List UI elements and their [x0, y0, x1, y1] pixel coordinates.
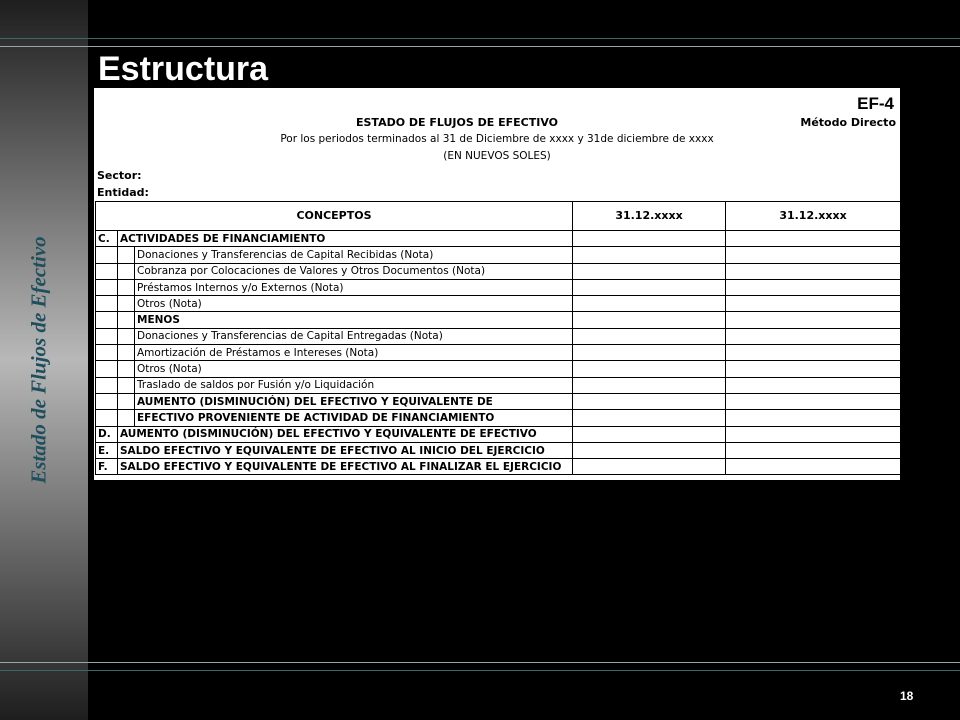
- row-concept: Otros (Nota): [135, 296, 573, 312]
- row-code: C.: [96, 231, 118, 247]
- row-code: [96, 279, 118, 295]
- row-indent: [118, 263, 135, 279]
- row-code: [96, 312, 118, 328]
- top-divider-1: [0, 38, 960, 39]
- row-indent: [118, 361, 135, 377]
- date-header-2: 31.12.xxxx: [726, 202, 901, 231]
- statement-title: ESTADO DE FLUJOS DE EFECTIVO: [355, 116, 558, 129]
- table-row: [96, 442, 901, 458]
- row-value-1[interactable]: [573, 231, 726, 247]
- row-value-2[interactable]: [726, 442, 901, 458]
- row-concept: AUMENTO (DISMINUCIÓN) DEL EFECTIVO Y EQUIVALENTE DE: [135, 393, 573, 409]
- row-value-1[interactable]: [573, 377, 726, 393]
- row-value-1[interactable]: [573, 426, 726, 442]
- table-row: [96, 296, 901, 312]
- row-value-2[interactable]: [726, 410, 901, 426]
- row-concept: Otros (Nota): [135, 361, 573, 377]
- bottom-divider-1: [0, 662, 960, 663]
- table-row: [96, 459, 901, 475]
- row-code: [96, 328, 118, 344]
- row-code: D.: [96, 426, 118, 442]
- row-concept: AUMENTO (DISMINUCIÓN) DEL EFECTIVO Y EQUIVALENTE DE EFECTIVO: [118, 426, 573, 442]
- row-indent: [118, 410, 135, 426]
- row-value-2[interactable]: [726, 393, 901, 409]
- row-code: [96, 410, 118, 426]
- sector-label: Sector:: [97, 169, 142, 182]
- row-concept: Traslado de saldos por Fusión y/o Liquidación: [135, 377, 573, 393]
- row-value-1[interactable]: [573, 263, 726, 279]
- row-code: E.: [96, 442, 118, 458]
- row-indent: [118, 393, 135, 409]
- row-value-1[interactable]: [573, 393, 726, 409]
- row-concept: Donaciones y Transferencias de Capital Entregadas (Nota): [135, 328, 573, 344]
- row-value-2[interactable]: [726, 247, 901, 263]
- top-divider-2: [0, 46, 960, 47]
- row-concept: EFECTIVO PROVENIENTE DE ACTIVIDAD DE FINANCIAMIENTO: [135, 410, 573, 426]
- row-concept: Cobranza por Colocaciones de Valores y Otros Documentos (Nota): [135, 263, 573, 279]
- table-row: [96, 247, 901, 263]
- table-row: [96, 377, 901, 393]
- table-row: [96, 279, 901, 295]
- row-code: [96, 296, 118, 312]
- table-header-row: [96, 202, 901, 231]
- row-value-2[interactable]: [726, 459, 901, 475]
- row-code: F.: [96, 459, 118, 475]
- row-value-2[interactable]: [726, 279, 901, 295]
- row-value-2[interactable]: [726, 426, 901, 442]
- table-row: [96, 426, 901, 442]
- row-value-1[interactable]: [573, 345, 726, 361]
- row-value-1[interactable]: [573, 410, 726, 426]
- row-value-2[interactable]: [726, 263, 901, 279]
- table-row: [96, 361, 901, 377]
- cash-flow-statement-sheet: [94, 88, 900, 480]
- row-value-1[interactable]: [573, 279, 726, 295]
- row-value-2[interactable]: [726, 361, 901, 377]
- bottom-divider-2: [0, 670, 960, 671]
- row-indent: [118, 345, 135, 361]
- row-code: [96, 361, 118, 377]
- table-row: [96, 263, 901, 279]
- row-indent: [118, 328, 135, 344]
- statement-currency: (EN NUEVOS SOLES): [443, 150, 551, 162]
- row-concept: Préstamos Internos y/o Externos (Nota): [135, 279, 573, 295]
- row-code: [96, 393, 118, 409]
- form-code: EF-4: [857, 94, 894, 113]
- row-code: [96, 247, 118, 263]
- row-indent: [118, 247, 135, 263]
- row-value-2[interactable]: [726, 377, 901, 393]
- entity-label: Entidad:: [97, 186, 149, 199]
- table-row: [96, 345, 901, 361]
- row-value-2[interactable]: [726, 296, 901, 312]
- row-value-1[interactable]: [573, 361, 726, 377]
- row-value-1[interactable]: [573, 459, 726, 475]
- row-concept: Amortización de Préstamos e Intereses (Nota): [135, 345, 573, 361]
- table-row: [96, 393, 901, 409]
- table-row: [96, 312, 901, 328]
- table-row: [96, 328, 901, 344]
- row-concept: Donaciones y Transferencias de Capital Recibidas (Nota): [135, 247, 573, 263]
- row-concept: SALDO EFECTIVO Y EQUIVALENTE DE EFECTIVO AL FINALIZAR EL EJERCICIO: [118, 459, 573, 475]
- row-value-2[interactable]: [726, 328, 901, 344]
- page-number: 18: [900, 689, 914, 703]
- row-indent: [118, 377, 135, 393]
- row-code: [96, 377, 118, 393]
- sidebar-title: Estado de Flujos de Efectivo: [26, 236, 51, 484]
- row-indent: [118, 312, 135, 328]
- method-label: Método Directo: [800, 116, 896, 129]
- row-concept: MENOS: [135, 312, 573, 328]
- row-value-1[interactable]: [573, 312, 726, 328]
- slide-title: Estructura: [98, 50, 269, 88]
- row-value-1[interactable]: [573, 442, 726, 458]
- row-indent: [118, 279, 135, 295]
- cash-flow-table: [95, 201, 901, 475]
- table-row: [96, 231, 901, 247]
- row-code: [96, 263, 118, 279]
- row-value-1[interactable]: [573, 247, 726, 263]
- row-value-2[interactable]: [726, 345, 901, 361]
- row-value-1[interactable]: [573, 328, 726, 344]
- sidebar: [0, 0, 88, 720]
- table-row: [96, 410, 901, 426]
- row-value-2[interactable]: [726, 312, 901, 328]
- statement-period: Por los periodos terminados al 31 de Diciembre de xxxx y 31de diciembre de xxxx: [280, 133, 714, 145]
- row-value-1[interactable]: [573, 296, 726, 312]
- concepts-header: CONCEPTOS: [96, 202, 573, 231]
- row-indent: [118, 296, 135, 312]
- row-concept: SALDO EFECTIVO Y EQUIVALENTE DE EFECTIVO AL INICIO DEL EJERCICIO: [118, 442, 573, 458]
- row-concept: ACTIVIDADES DE FINANCIAMIENTO: [118, 231, 573, 247]
- row-value-2[interactable]: [726, 231, 901, 247]
- date-header-1: 31.12.xxxx: [573, 202, 726, 231]
- row-code: [96, 345, 118, 361]
